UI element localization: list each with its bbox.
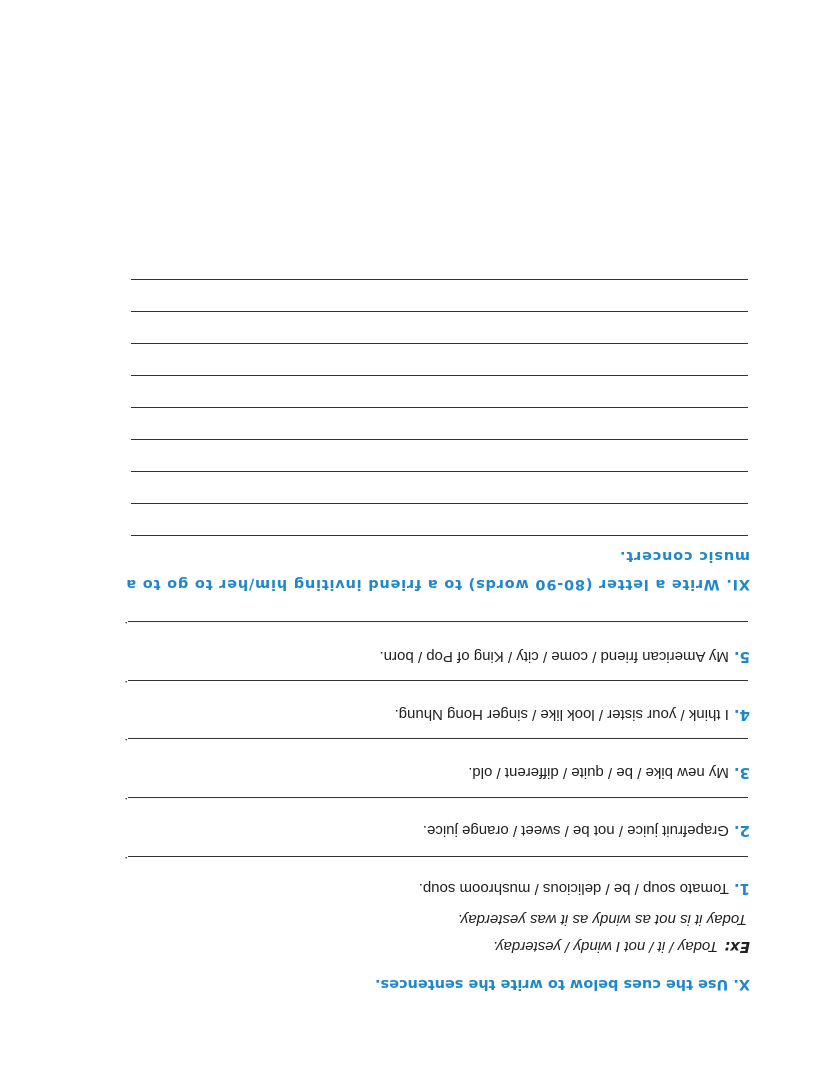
item-number: 1. [733,880,750,898]
exercise-item-5 [380,648,750,666]
example-answer: Today it is not as windy as it was yesterday. [457,911,747,928]
exercise-item-1 [419,880,750,898]
writing-line[interactable] [131,311,748,312]
answer-terminator: . [124,619,128,634]
writing-line[interactable] [131,503,748,504]
writing-line[interactable] [131,375,748,376]
writing-line[interactable] [131,407,748,408]
item-text: Grapefruit juice / not be / sweet / orange juice. [422,822,729,839]
item-number: 4. [733,706,750,724]
answer-line[interactable] [128,856,748,857]
answer-line[interactable] [128,797,748,798]
item-text: My American friend / come / city / King of Pop / born. [379,648,729,665]
exercise-item-2 [423,822,750,840]
example-label: Ex: [724,938,750,956]
exercise-item-4 [395,706,750,724]
section-x-heading: X. Use the cues below to write the sentences. [374,976,750,992]
item-number: 2. [733,822,750,840]
item-number: 3. [733,764,750,782]
item-number: 5. [733,648,750,666]
writing-line[interactable] [131,439,748,440]
example-cue [493,938,750,956]
exercise-item-3 [468,764,750,782]
item-text: My new bike / be / quite / different / old. [468,764,729,781]
writing-line[interactable] [131,343,748,344]
item-text: Tomato soup / be / delicious / mushroom soup. [418,880,729,897]
writing-line[interactable] [131,471,748,472]
item-text: I think / your sister / look like / singer Hong Nhung. [394,706,729,723]
answer-terminator: . [124,854,128,869]
answer-line[interactable] [128,621,748,622]
answer-terminator: . [124,736,128,751]
example-cue-text: Today / it / not I windy / yesterday. [492,938,719,955]
writing-line[interactable] [131,535,748,536]
answer-terminator: . [124,678,128,693]
writing-line[interactable] [131,279,748,280]
section-xi-heading: XI. Write a letter (80-90 words) to a friend inviting him/her to go to a music concert. [125,548,750,592]
answer-line[interactable] [128,738,748,739]
answer-terminator: . [124,795,128,810]
answer-line[interactable] [128,680,748,681]
